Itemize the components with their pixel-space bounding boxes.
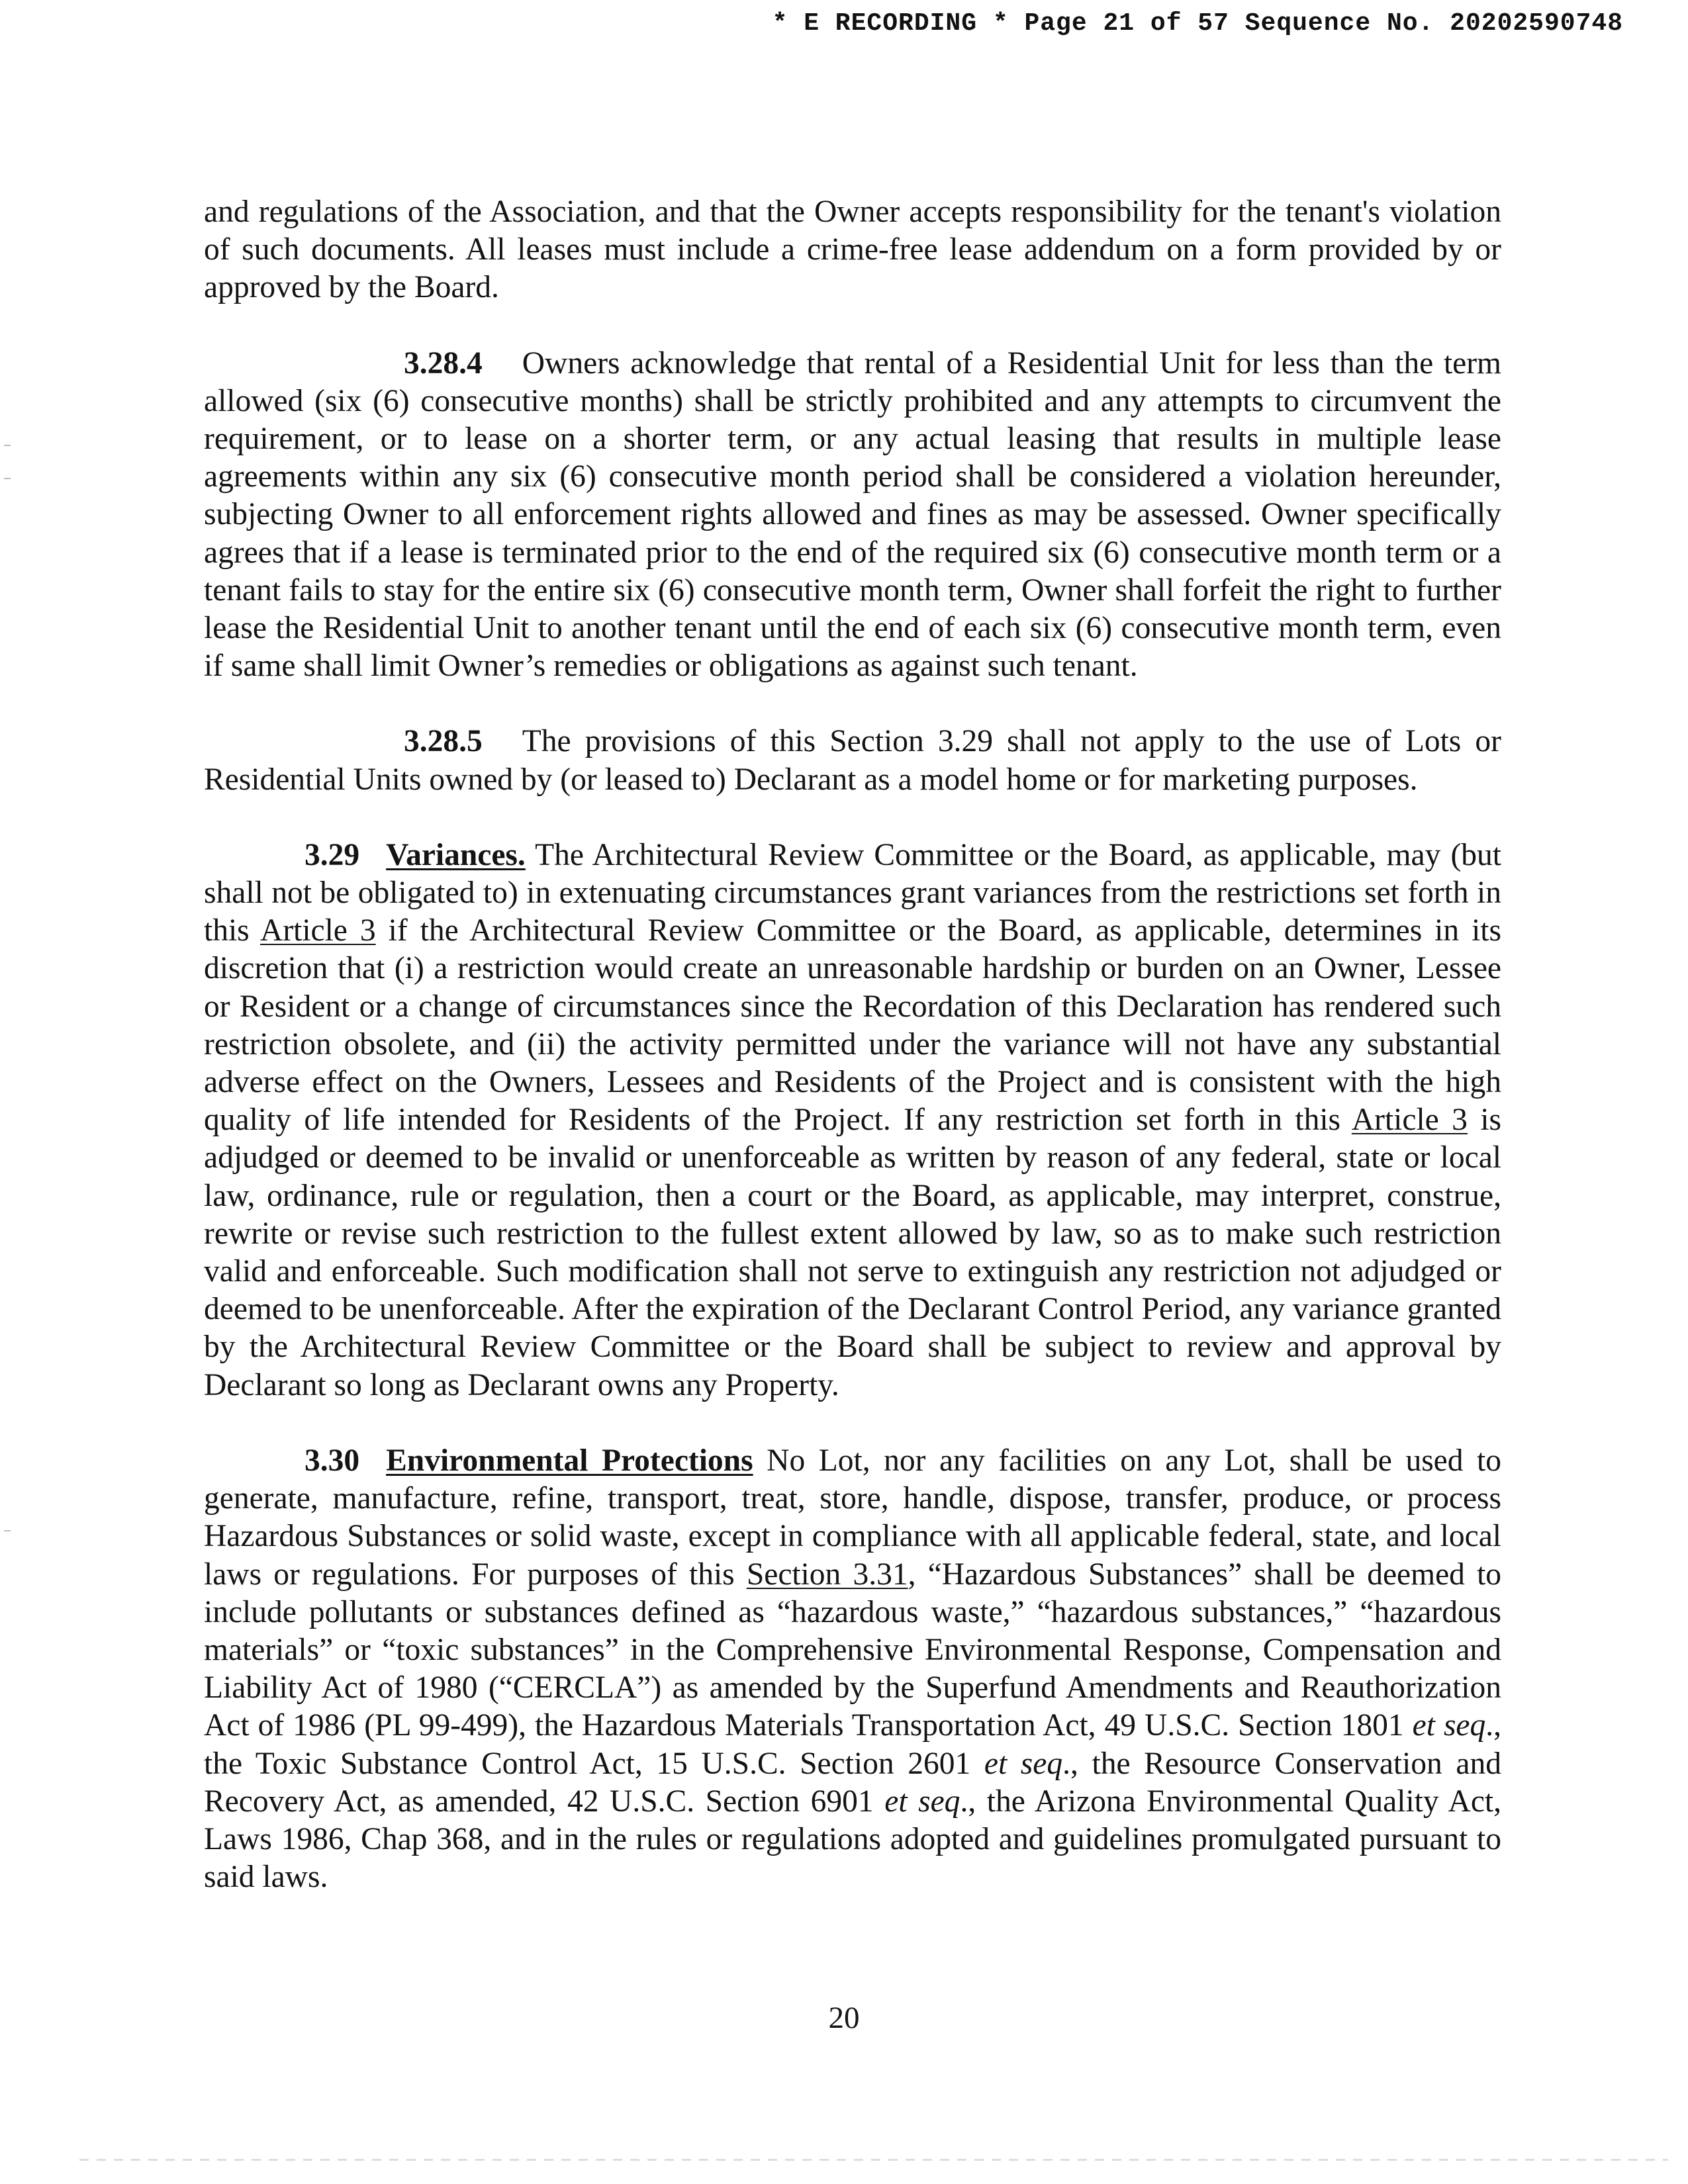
paragraph-text: Owners acknowledge that rental of a Residential Unit for less than the term allowed (six (6) consecutive months) shall be strictly prohibited and any attempts to circumvent the requirement, or to lease on a shorter term, or any actual leasing that results in multiple lease agreements within any six (6) consecutive month period shall be considered a violation hereunder, subjecting Owner to all enforcement rights allowed and fines as may be assessed. Owner specifically agrees that if a lease is terminated prior to the end of the required six (6) consecutive month term or a tenant fails to stay for the entire six (6) consecutive month term, Owner shall forfeit the right to further lease the Residential Unit to another tenant until the end of each six (6) consecutive month term, even if same shall limit Owner’s remedies or obligations as against such tenant.: [204, 345, 1501, 684]
paragraph-text: is adjudged or deemed to be invalid or unenforceable as written by reason of any federal, state or local law, ordinance, rule or regulation, then a court or the Board, as applicable, may interpret, construe, rewrite or revise such restriction to the fullest extent allowed by law, so as to make such restriction valid and enforceable. Such modification shall not serve to extinguish any restriction not adjudged or deemed to be unenforceable. After the expiration of the Declarant Control Period, any variance granted by the Architectural Review Committee or the Board shall be subject to review and approval by Declarant so long as Declarant owns any Property.: [204, 1103, 1502, 1402]
paragraph-text: and regulations of the Association, and that the Owner accepts responsibility for the tenant's violation of such documents. All leases must include a crime-free lease addendum on a form provided by or approved by the Board.: [204, 195, 1501, 305]
section-number: 3.29: [305, 837, 360, 872]
paragraph-text: , “Hazardous Substances” shall be deemed to include pollutants or substances defined as “hazardous waste,” “hazardous substances,” “hazardous materials” or “toxic substances” in the Comprehensive Environmental Response, Compensation and Liability Act of 1980 (“CERCLA”) as amended by the Superfund Amendments and Reauthorization Act of 1986 (PL 99-499), the Hazardous Materials Transportation Act, 49 U.S.C. Section 1801: [204, 1557, 1502, 1743]
et-seq: et seq: [884, 1784, 961, 1819]
document-body: [204, 193, 1501, 1934]
article-reference: Article 3: [260, 913, 376, 948]
paragraph-3-28-5: [204, 723, 1501, 798]
paragraph-text: ., the Toxic Substance Control Act, 15 U.S.C. Section 2601: [204, 1708, 1502, 1781]
page-number: 20: [828, 2001, 860, 2035]
section-reference: Section 3.31: [746, 1557, 908, 1592]
article-reference: Article 3: [1351, 1103, 1468, 1138]
paragraph-text: The provisions of this Section 3.29 shall not apply to the use of Lots or Residential Units owned by (or leased to) Declarant as a model home or for marketing purposes.: [204, 724, 1501, 797]
paragraph-text: ., the Arizona Environmental Quality Act, Laws 1986, Chap 368, and in the rules or regulations adopted and guidelines promulgated pursuant to said laws.: [204, 1784, 1502, 1895]
paragraph-text: if the Architectural Review Committee or the Board, as applicable, determines in its discretion that (i) a restriction would create an unreasonable hardship or burden on an Owner, Lessee or Resident or a change of circumstances since the Recordation of this Declaration has rendered such restriction obsolete, and (ii) the activity permitted under the variance will not have any substantial adverse effect on the Owners, Lessees and Residents of the Project and is consistent with the high quality of life intended for Residents of the Project. If any restriction set forth in this: [204, 913, 1501, 1138]
scan-margin-mark: [4, 478, 11, 479]
scan-margin-mark: [4, 445, 11, 446]
scan-edge-artifact: [79, 2159, 1668, 2161]
section-heading: Variances.: [386, 837, 526, 872]
section-number: 3.30: [305, 1443, 360, 1478]
section-3-29-variances: [204, 837, 1501, 1404]
section-number: 3.28.4: [404, 345, 483, 381]
paragraph-3-28-4: [204, 345, 1501, 686]
paragraph-continuation: [204, 193, 1501, 307]
section-3-30-environmental: [204, 1442, 1501, 1896]
section-heading: Environmental Protections: [386, 1443, 753, 1478]
et-seq: et seq: [1412, 1708, 1486, 1743]
scan-margin-mark: [4, 1530, 11, 1531]
section-number: 3.28.5: [404, 724, 483, 759]
paragraph-text: ., the Resource Conservation and Recovery Act, as amended, 42 U.S.C. Section 6901: [204, 1746, 1502, 1819]
recording-header: * E RECORDING * Page 21 of 57 Sequence No. 20202590748: [772, 9, 1623, 38]
paragraph-text: No Lot, nor any facilities on any Lot, shall be used to generate, manufacture, refine, transport, treat, store, handle, dispose, transfer, produce, or process Hazardous Substances or solid waste, except in compliance with all applicable federal, state, and local laws or regulations. For purposes of this: [204, 1443, 1502, 1592]
et-seq: et seq: [984, 1746, 1063, 1781]
paragraph-text: The Architectural Review Committee or the Board, as applicable, may (but shall not be obligated to) in extenuating circumstances grant variances from the restrictions set forth in this: [204, 837, 1501, 948]
